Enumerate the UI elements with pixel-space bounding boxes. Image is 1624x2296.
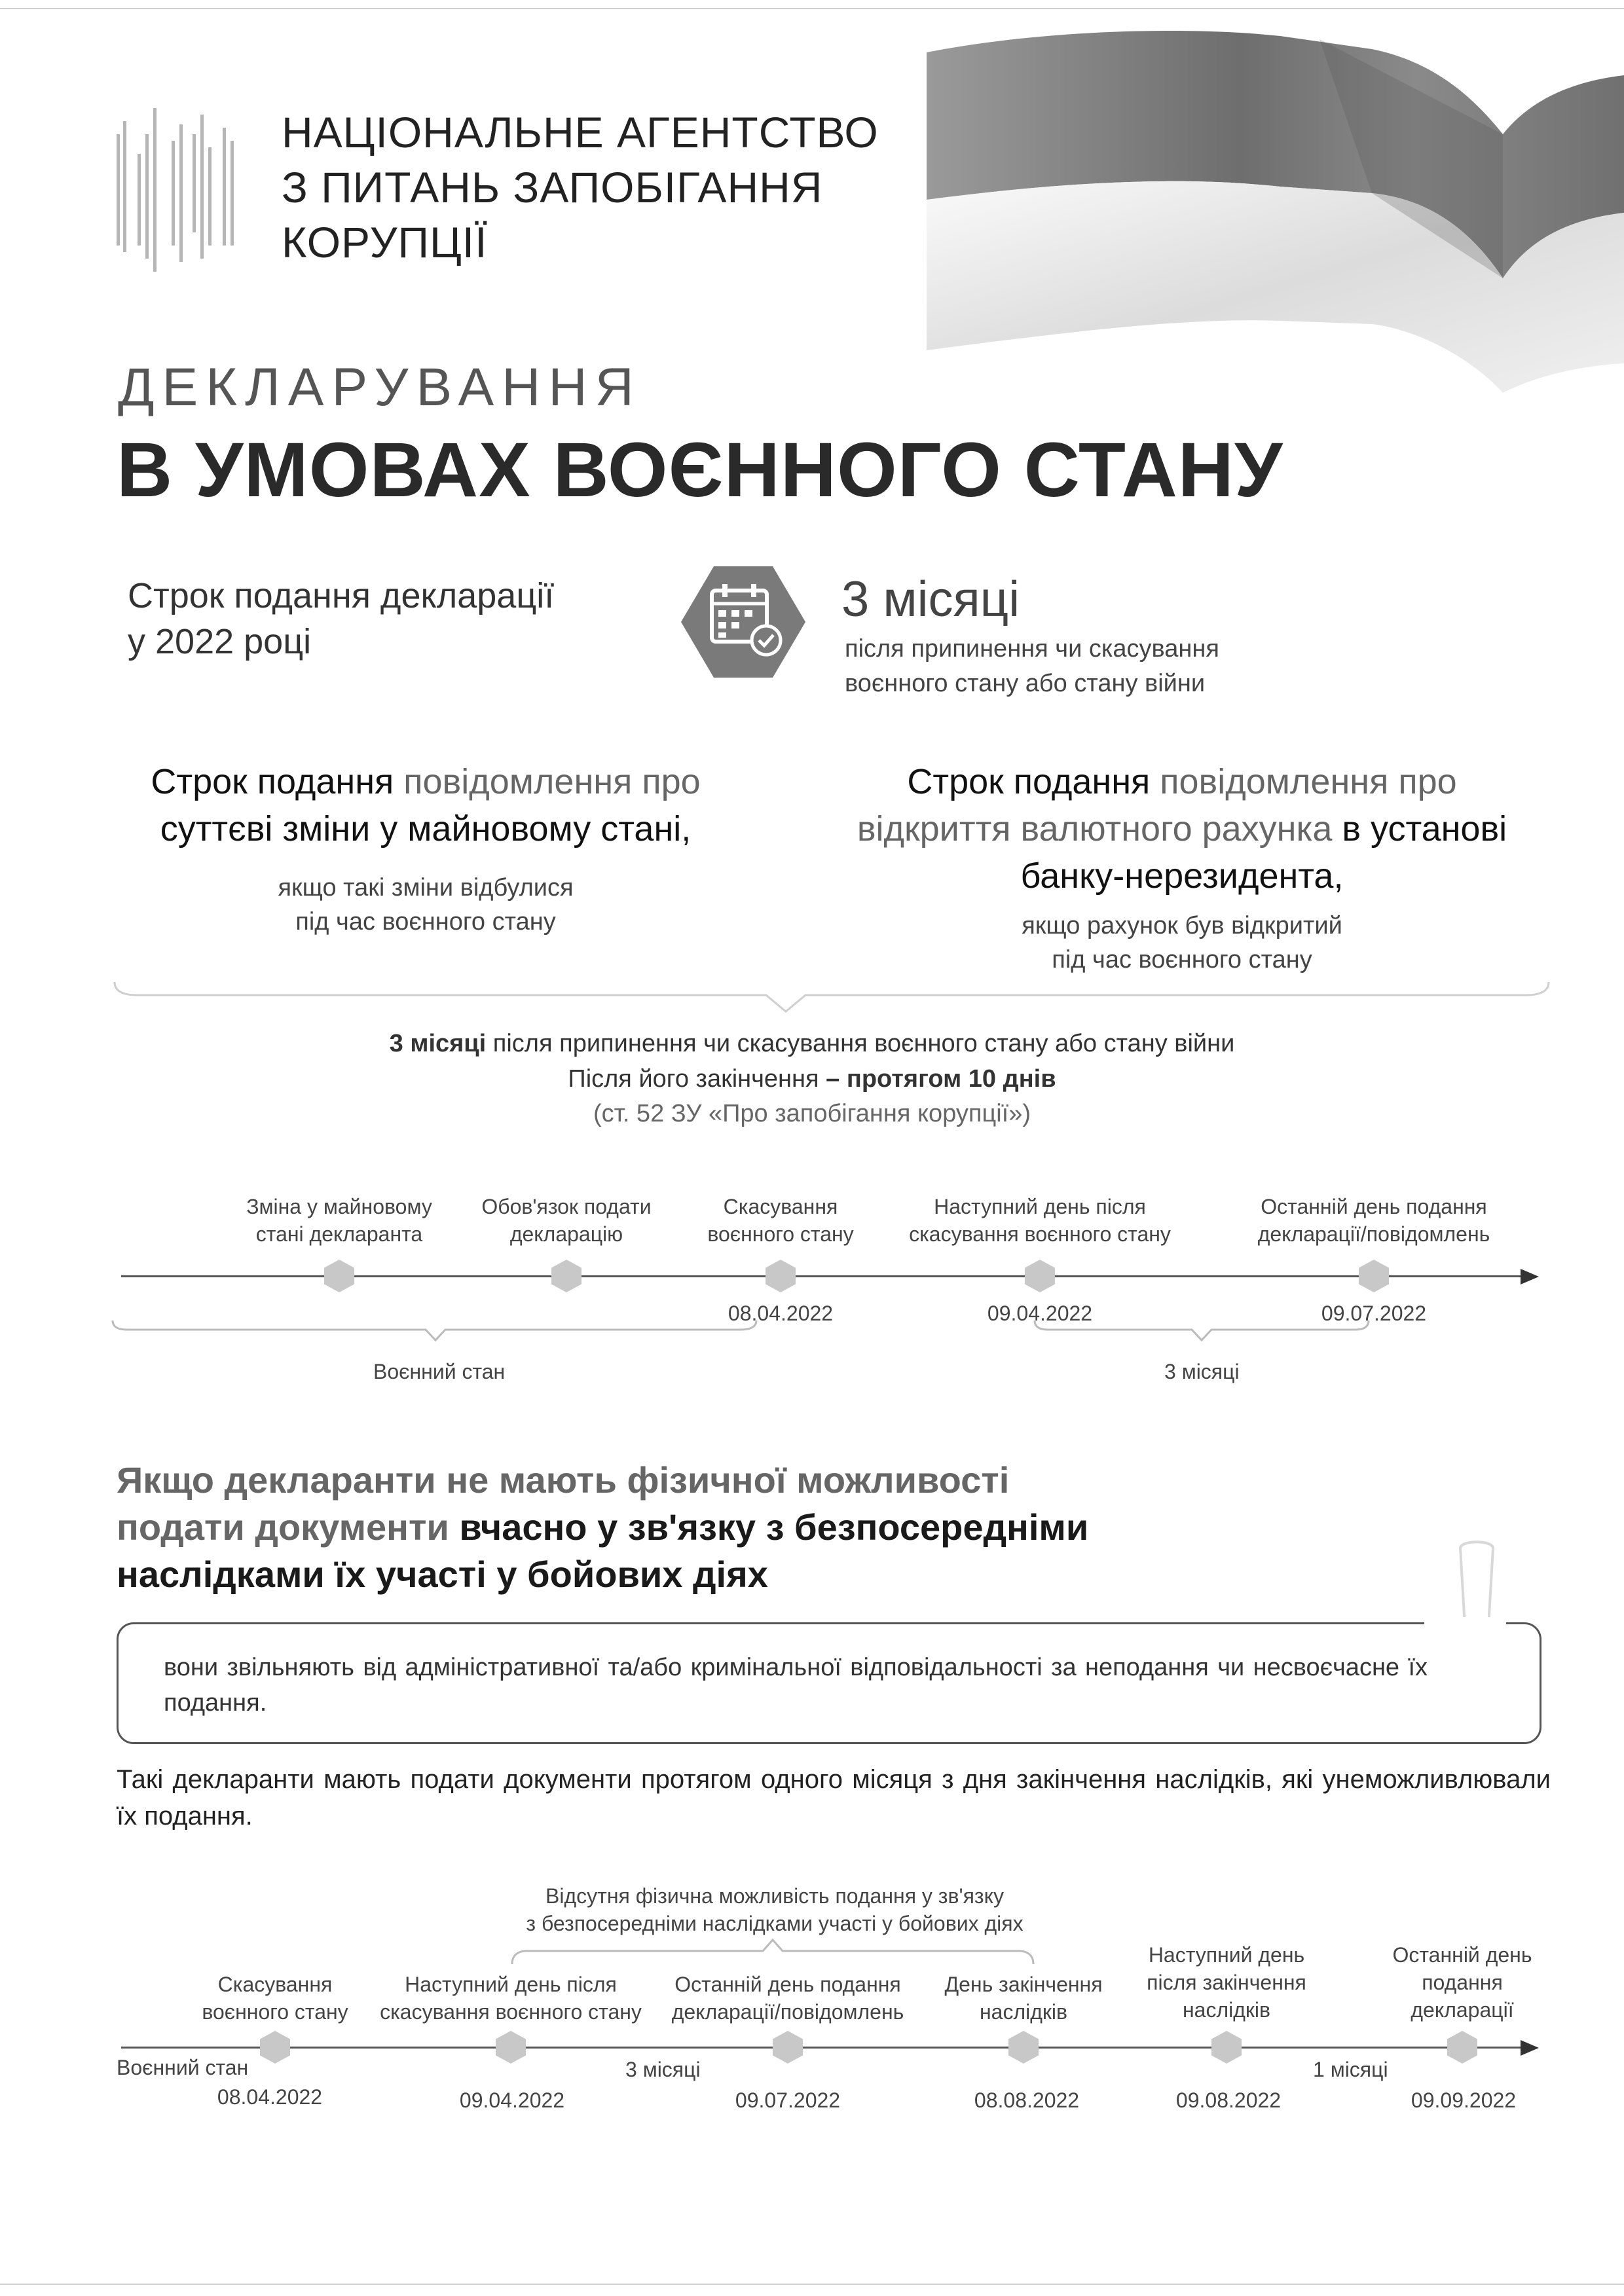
deadline-label-line: Строк подання декларації	[128, 576, 555, 615]
label-line: декларації/повідомлень	[1257, 1222, 1490, 1246]
label-line: після закінчення	[1147, 1971, 1306, 1994]
note-line: якщо рахунок був відкритий	[1022, 912, 1342, 939]
deadline-label-line: у 2022 році	[128, 622, 312, 661]
warning-title-light: подати документи	[117, 1506, 460, 1548]
timeline1-marker	[551, 1260, 581, 1292]
timeline1-date: 09.07.2022	[1321, 1302, 1427, 1325]
label-line: Зміна у майновому	[246, 1195, 432, 1218]
timeline2-start-label: Воєнний стан	[117, 2056, 249, 2079]
summary-line2	[0, 1065, 1624, 1093]
timeline2-date: 09.07.2022	[735, 2088, 841, 2112]
label-line: воєнного стану	[707, 1222, 854, 1246]
agency-name-line: НАЦІОНАЛЬНЕ АГЕНТСТВО	[282, 108, 879, 156]
timeline1-marker	[324, 1260, 354, 1292]
timeline1-marker	[1025, 1260, 1055, 1292]
summary-line3: (ст. 52 ЗУ «Про запобігання корупції»)	[593, 1100, 1031, 1127]
timeline1-date: 08.04.2022	[728, 1302, 834, 1325]
label-line: скасування воєнного стану	[909, 1222, 1171, 1246]
timeline2-event-label	[380, 1971, 642, 2026]
note-line: під час воєнного стану	[1052, 946, 1312, 974]
label-line: Останній день подання	[674, 1973, 901, 1996]
timeline2-event-label	[202, 1971, 348, 2026]
title-light-part: відкриття валютного рахунка	[857, 809, 1333, 848]
title-bold-part: банку-нерезидента,	[1020, 856, 1344, 896]
timeline2-marker	[1447, 2031, 1477, 2064]
label-line: декларації	[1411, 1998, 1514, 2022]
warning-title-bold: вчасно у зв'язку з безпосередніми	[459, 1506, 1089, 1548]
timeline2-marker	[260, 2031, 290, 2064]
title-light-part: повідомлення про	[394, 762, 701, 801]
timeline2-event-label	[1147, 1941, 1306, 2024]
label-line: декларації/повідомлень	[671, 2000, 904, 2024]
timeline2-date: 09.04.2022	[459, 2088, 565, 2112]
nazk-logo-icon	[111, 95, 242, 304]
label-line: День закінчення	[944, 1973, 1103, 1996]
bottom-rule	[0, 2284, 1624, 2285]
summary-text: після припинення чи скасування воєнного стану або стану війни	[486, 1030, 1235, 1057]
label-line: Скасування	[723, 1195, 838, 1218]
summary-bold: – протягом 10 днів	[826, 1065, 1056, 1093]
title-bold-part: суттєві зміни у майновому стані,	[160, 809, 692, 848]
timeline2-event-label	[1392, 1941, 1532, 2024]
title-light-part: повідомлення про	[1150, 762, 1457, 801]
note-line: Відсутня фізична можливість подання у зв'язку	[545, 1884, 1004, 1908]
box-top-gap	[1424, 1617, 1506, 1630]
label-line: Наступний день після	[934, 1195, 1146, 1218]
one-month-rule-paragraph: Такі декларанти мають подати документи протягом одного місяця з дня закінчення наслідків, які унеможливлювали їх подання.	[117, 1765, 1551, 1831]
property-change-notice-title	[98, 758, 753, 852]
timeline2-marker	[1211, 2031, 1242, 2064]
summary-brace	[111, 975, 1552, 1021]
label-line: воєнного стану	[202, 2000, 348, 2024]
timeline2-event-label	[944, 1971, 1102, 2026]
label-line: наслідків	[1182, 1998, 1271, 2022]
ukrainian-flag-ribbon	[913, 23, 1624, 393]
calendar-check-icon	[678, 563, 809, 681]
label-line: Останній день	[1392, 1943, 1532, 1967]
timeline2-date: 09.08.2022	[1175, 2088, 1282, 2112]
deadline-period: 3 місяці	[841, 572, 1020, 627]
timeline1-brackets	[111, 1319, 1421, 1358]
timeline1-marker	[1359, 1260, 1389, 1292]
label-line: декларацію	[509, 1222, 623, 1246]
timeline1-marker	[766, 1260, 796, 1292]
document-title-line1: ДЕКЛАРУВАННЯ	[118, 357, 642, 417]
timeline2-gap-label: 3 місяці	[625, 2058, 701, 2081]
label-line: Наступний день після	[405, 1973, 617, 1996]
timeline1-bracket-label: 3 місяці	[1164, 1360, 1240, 1383]
timeline1-event-label	[909, 1193, 1171, 1248]
summary-text: Після його закінчення	[568, 1065, 826, 1093]
warning-title-line: Якщо декларанти не мають фізичної можливості	[117, 1459, 1010, 1501]
timeline2-axis	[121, 2047, 1526, 2049]
timeline2-top-bracket	[511, 1935, 1035, 1967]
label-line: стані декларанта	[255, 1222, 423, 1246]
note-line: з безпосередніми наслідками участі у бойових діях	[526, 1912, 1024, 1935]
timeline1-event-label	[1258, 1193, 1490, 1248]
warning-title-line: наслідками їх участі у бойових діях	[117, 1554, 768, 1595]
foreign-account-note	[986, 909, 1378, 977]
period-note-line: воєнного стану або стану війни	[845, 670, 1206, 697]
title-bold-part: Строк подання	[151, 762, 394, 801]
label-line: Скасування	[217, 1973, 333, 1996]
label-line: подання	[1422, 1971, 1503, 1994]
timeline2-top-note	[526, 1882, 1023, 1937]
warning-title	[117, 1457, 1088, 1598]
timeline2-marker	[496, 2031, 526, 2064]
timeline2-gap-label: 1 місяці	[1313, 2058, 1388, 2081]
timeline2-marker	[1008, 2031, 1039, 2064]
document-title-line2: В УМОВАХ ВОЄННОГО СТАНУ	[117, 427, 1283, 513]
agency-name-line: КОРУПЦІЇ	[282, 218, 488, 266]
summary-bold: 3 місяці	[389, 1030, 487, 1057]
foreign-account-notice-title	[822, 758, 1542, 900]
note-line: під час воєнного стану	[295, 908, 556, 936]
agency-name-line: З ПИТАНЬ ЗАПОБІГАННЯ	[282, 163, 823, 211]
timeline2-event-label	[672, 1971, 904, 2026]
label-line: Наступний день	[1148, 1943, 1305, 1967]
timeline1-event-label	[246, 1193, 432, 1248]
label-line: скасування воєнного стану	[380, 2000, 642, 2024]
timeline2-date: 08.08.2022	[974, 2088, 1080, 2112]
deadline-period-note	[845, 632, 1219, 701]
declaration-deadline-label	[128, 573, 554, 665]
top-rule	[0, 8, 1624, 9]
timeline2-marker	[773, 2031, 803, 2064]
timeline2-arrow-icon	[1521, 2038, 1540, 2058]
timeline1-event-label	[481, 1193, 651, 1248]
timeline1-date: 09.04.2022	[987, 1302, 1093, 1325]
summary-line1	[0, 1030, 1624, 1058]
timeline1-bracket-label: Воєнний стан	[373, 1360, 506, 1383]
timeline1-event-label	[707, 1193, 853, 1248]
label-line: Останній день подання	[1261, 1195, 1487, 1218]
note-line: якщо такі зміни відбулися	[278, 874, 574, 902]
liability-exemption-text: вони звільняють від адміністративної та/або кримінальної відповідальності за неподання чи несвоєчасне їх подання.	[164, 1654, 1428, 1717]
timeline1-arrow-icon	[1521, 1267, 1540, 1286]
period-note-line: після припинення чи скасування	[845, 635, 1219, 663]
title-bold-part: Строк подання	[907, 762, 1151, 801]
agency-name	[282, 105, 879, 270]
label-line: наслідків	[979, 2000, 1068, 2024]
timeline2-date: 08.04.2022	[217, 2085, 323, 2109]
title-bold-part: в установі	[1332, 809, 1507, 848]
label-line: Обов'язок подати	[481, 1195, 652, 1218]
property-change-note	[229, 871, 622, 939]
timeline2-date: 09.09.2022	[1411, 2088, 1517, 2112]
